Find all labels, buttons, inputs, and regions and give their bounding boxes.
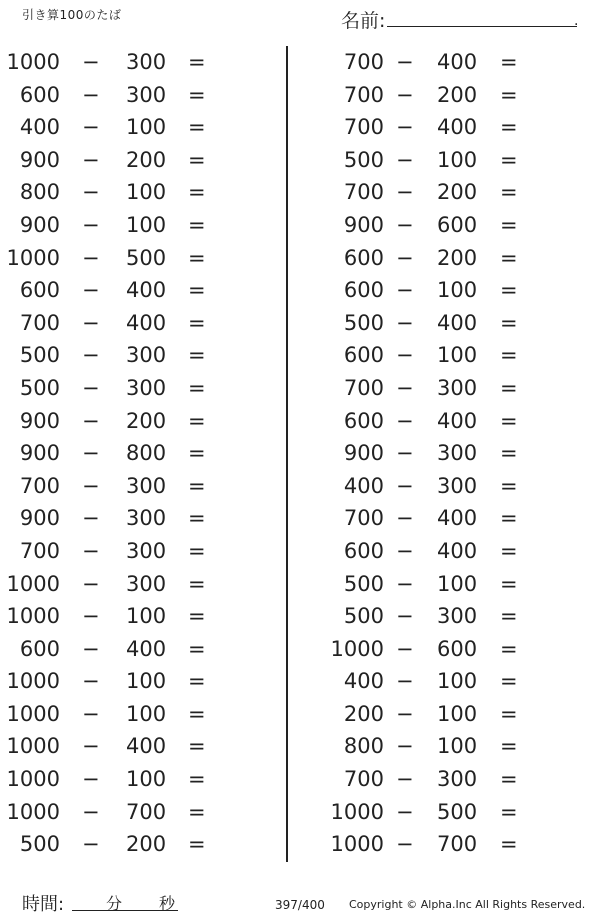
problem-row [0, 176, 270, 209]
equals-sign: = [500, 115, 518, 140]
minus-sign: − [82, 180, 100, 205]
minus-sign: − [82, 473, 100, 498]
problem-row [312, 502, 582, 535]
minus-sign: − [82, 799, 100, 824]
minuend: 900 [19, 441, 60, 466]
subtrahend: 800 [126, 441, 167, 466]
equals-sign: = [188, 212, 206, 237]
minus-sign: − [82, 832, 100, 857]
subtrahend: 400 [126, 636, 167, 661]
subtrahend: 300 [126, 506, 167, 531]
equals-sign: = [500, 799, 518, 824]
subtrahend: 100 [437, 669, 478, 694]
name-field-end-dot: . [574, 13, 579, 29]
worksheet-title: 引き算100のたば [22, 8, 122, 22]
minus-sign: − [82, 636, 100, 661]
subtrahend: 200 [437, 180, 478, 205]
minuend: 500 [343, 604, 384, 629]
minuend: 900 [343, 212, 384, 237]
equals-sign: = [188, 669, 206, 694]
equals-sign: = [188, 538, 206, 563]
minuend: 600 [19, 278, 60, 303]
subtrahend: 300 [126, 343, 167, 368]
minus-sign: − [396, 669, 414, 694]
right-problem-column [312, 46, 582, 861]
subtrahend: 100 [126, 212, 167, 237]
equals-sign: = [500, 669, 518, 694]
problem-row [0, 665, 270, 698]
equals-sign: = [188, 180, 206, 205]
subtrahend: 300 [437, 604, 478, 629]
subtrahend: 400 [126, 278, 167, 303]
problem-row [0, 535, 270, 568]
minus-sign: − [396, 375, 414, 400]
subtrahend: 200 [126, 408, 167, 433]
minus-sign: − [82, 604, 100, 629]
subtrahend: 300 [126, 571, 167, 596]
equals-sign: = [188, 147, 206, 172]
subtrahend: 200 [126, 832, 167, 857]
equals-sign: = [500, 245, 518, 270]
equals-sign: = [500, 538, 518, 563]
minuend: 700 [19, 310, 60, 335]
subtrahend: 100 [437, 571, 478, 596]
minuend: 500 [343, 147, 384, 172]
equals-sign: = [188, 310, 206, 335]
minuend: 1000 [6, 734, 60, 759]
seconds-label: 秒 [159, 894, 176, 913]
equals-sign: = [500, 636, 518, 661]
problem-row [312, 242, 582, 275]
minuend: 1000 [6, 767, 60, 792]
problem-row [0, 144, 270, 177]
subtrahend: 300 [437, 473, 478, 498]
equals-sign: = [188, 767, 206, 792]
subtrahend: 600 [437, 636, 478, 661]
problem-row [0, 307, 270, 340]
equals-sign: = [188, 473, 206, 498]
problem-row [312, 665, 582, 698]
problem-row [0, 730, 270, 763]
minus-sign: − [396, 799, 414, 824]
minuend: 1000 [330, 832, 384, 857]
subtrahend: 100 [437, 343, 478, 368]
equals-sign: = [188, 799, 206, 824]
minuend: 900 [19, 147, 60, 172]
problem-row [312, 307, 582, 340]
equals-sign: = [188, 82, 206, 107]
equals-sign: = [500, 82, 518, 107]
name-field-line[interactable] [387, 26, 577, 27]
problem-row [0, 405, 270, 438]
minuend: 1000 [6, 571, 60, 596]
minuend: 500 [19, 832, 60, 857]
minuend: 1000 [6, 50, 60, 74]
problem-row [0, 600, 270, 633]
problem-row [0, 372, 270, 405]
minuend: 1000 [6, 604, 60, 629]
subtrahend: 500 [126, 245, 167, 270]
equals-sign: = [500, 604, 518, 629]
problem-row [0, 763, 270, 796]
subtrahend: 100 [437, 147, 478, 172]
equals-sign: = [188, 343, 206, 368]
minuend: 1000 [330, 636, 384, 661]
minuend: 700 [343, 506, 384, 531]
subtrahend: 700 [126, 799, 167, 824]
minus-sign: − [82, 310, 100, 335]
equals-sign: = [500, 343, 518, 368]
problem-row [312, 79, 582, 112]
minuend: 900 [343, 441, 384, 466]
minuend: 700 [343, 115, 384, 140]
minus-sign: − [82, 82, 100, 107]
problem-row [312, 633, 582, 666]
minuend: 900 [19, 506, 60, 531]
minus-sign: − [82, 734, 100, 759]
subtrahend: 300 [126, 50, 167, 74]
minus-sign: − [82, 375, 100, 400]
problem-row [312, 405, 582, 438]
minus-sign: − [82, 147, 100, 172]
minuend: 500 [19, 375, 60, 400]
minus-sign: − [396, 343, 414, 368]
equals-sign: = [500, 571, 518, 596]
problem-row [312, 796, 582, 829]
problem-row [0, 828, 270, 861]
subtrahend: 300 [126, 538, 167, 563]
time-label: 時間: [22, 894, 65, 915]
subtrahend: 300 [126, 473, 167, 498]
problem-row [312, 437, 582, 470]
minuend: 600 [343, 343, 384, 368]
subtrahend: 100 [437, 701, 478, 726]
subtrahend: 300 [437, 767, 478, 792]
equals-sign: = [188, 115, 206, 140]
problem-row [312, 698, 582, 731]
subtrahend: 100 [126, 701, 167, 726]
minus-sign: − [82, 212, 100, 237]
minus-sign: − [82, 245, 100, 270]
problem-row [0, 79, 270, 112]
minus-sign: − [396, 180, 414, 205]
minuend: 700 [343, 180, 384, 205]
subtrahend: 400 [437, 506, 478, 531]
minuend: 600 [343, 278, 384, 303]
minus-sign: − [82, 571, 100, 596]
minus-sign: − [396, 310, 414, 335]
problem-row [312, 568, 582, 601]
subtrahend: 200 [126, 147, 167, 172]
equals-sign: = [500, 180, 518, 205]
equals-sign: = [188, 701, 206, 726]
equals-sign: = [188, 245, 206, 270]
minus-sign: − [82, 669, 100, 694]
problem-row [312, 46, 582, 79]
minuend: 900 [19, 408, 60, 433]
minuend: 400 [19, 115, 60, 140]
equals-sign: = [188, 408, 206, 433]
minus-sign: − [82, 538, 100, 563]
equals-sign: = [188, 734, 206, 759]
minus-sign: − [396, 767, 414, 792]
subtrahend: 400 [437, 408, 478, 433]
problem-row [312, 274, 582, 307]
minus-sign: − [396, 734, 414, 759]
problem-row [0, 274, 270, 307]
name-label: 名前: [341, 10, 386, 32]
equals-sign: = [500, 278, 518, 303]
equals-sign: = [188, 506, 206, 531]
subtrahend: 100 [437, 278, 478, 303]
problem-row [0, 242, 270, 275]
minus-sign: − [82, 343, 100, 368]
subtrahend: 700 [437, 832, 478, 857]
problem-row [312, 828, 582, 861]
problem-row [312, 339, 582, 372]
minuend: 600 [343, 245, 384, 270]
minuend: 700 [343, 767, 384, 792]
problem-row [0, 46, 270, 79]
equals-sign: = [188, 278, 206, 303]
minus-sign: − [396, 50, 414, 74]
problem-row [312, 111, 582, 144]
minuend: 500 [343, 310, 384, 335]
minuend: 400 [343, 473, 384, 498]
minuend: 1000 [330, 799, 384, 824]
copyright-notice: Copyright © Alpha.Inc All Rights Reserved. [349, 898, 586, 911]
equals-sign: = [188, 636, 206, 661]
equals-sign: = [500, 408, 518, 433]
equals-sign: = [500, 832, 518, 857]
problem-row [0, 339, 270, 372]
minuend: 800 [19, 180, 60, 205]
subtrahend: 100 [126, 604, 167, 629]
left-problem-column [0, 46, 270, 861]
equals-sign: = [188, 604, 206, 629]
subtrahend: 500 [437, 799, 478, 824]
minus-sign: − [396, 82, 414, 107]
minus-sign: − [82, 408, 100, 433]
problem-row [0, 796, 270, 829]
subtrahend: 300 [126, 82, 167, 107]
subtrahend: 400 [437, 50, 478, 74]
minus-sign: − [82, 278, 100, 303]
problem-row [0, 502, 270, 535]
problem-row [312, 763, 582, 796]
minuend: 900 [19, 212, 60, 237]
equals-sign: = [188, 571, 206, 596]
minus-sign: − [396, 408, 414, 433]
problem-row [312, 600, 582, 633]
subtrahend: 200 [437, 82, 478, 107]
minus-sign: − [82, 767, 100, 792]
minus-sign: − [396, 571, 414, 596]
problem-row [312, 470, 582, 503]
minus-sign: − [82, 441, 100, 466]
minutes-label: 分 [106, 894, 123, 913]
minuend: 500 [343, 571, 384, 596]
minus-sign: − [396, 212, 414, 237]
minuend: 600 [19, 82, 60, 107]
minus-sign: − [396, 473, 414, 498]
subtrahend: 400 [126, 310, 167, 335]
subtrahend: 300 [437, 441, 478, 466]
problem-row [312, 535, 582, 568]
subtrahend: 400 [126, 734, 167, 759]
equals-sign: = [500, 310, 518, 335]
minus-sign: − [396, 701, 414, 726]
equals-sign: = [188, 832, 206, 857]
subtrahend: 300 [126, 375, 167, 400]
page-number: 397/400 [275, 898, 325, 912]
equals-sign: = [500, 441, 518, 466]
equals-sign: = [500, 767, 518, 792]
minuend: 700 [19, 473, 60, 498]
minuend: 600 [19, 636, 60, 661]
minuend: 700 [19, 538, 60, 563]
minus-sign: − [82, 115, 100, 140]
minuend: 700 [343, 375, 384, 400]
equals-sign: = [188, 441, 206, 466]
minus-sign: − [396, 832, 414, 857]
equals-sign: = [500, 147, 518, 172]
minus-sign: − [396, 506, 414, 531]
minus-sign: − [396, 604, 414, 629]
minus-sign: − [396, 636, 414, 661]
subtrahend: 100 [126, 767, 167, 792]
subtrahend: 600 [437, 212, 478, 237]
problem-row [0, 111, 270, 144]
minuend: 500 [19, 343, 60, 368]
minuend: 400 [343, 669, 384, 694]
subtrahend: 400 [437, 115, 478, 140]
minuend: 1000 [6, 701, 60, 726]
equals-sign: = [500, 375, 518, 400]
equals-sign: = [500, 506, 518, 531]
problem-row [0, 568, 270, 601]
minus-sign: − [396, 441, 414, 466]
minuend: 1000 [6, 669, 60, 694]
problem-row [0, 209, 270, 242]
subtrahend: 200 [437, 245, 478, 270]
subtrahend: 300 [437, 375, 478, 400]
problem-row [312, 209, 582, 242]
problem-row [0, 470, 270, 503]
column-divider [286, 46, 288, 862]
minus-sign: − [396, 278, 414, 303]
problem-row [312, 176, 582, 209]
problem-row [0, 633, 270, 666]
minuend: 700 [343, 82, 384, 107]
problem-row [312, 144, 582, 177]
minus-sign: − [396, 115, 414, 140]
subtrahend: 100 [126, 669, 167, 694]
problem-row [312, 372, 582, 405]
subtrahend: 100 [126, 115, 167, 140]
minuend: 700 [343, 50, 384, 74]
problem-row [312, 730, 582, 763]
equals-sign: = [500, 212, 518, 237]
minus-sign: − [396, 245, 414, 270]
equals-sign: = [188, 375, 206, 400]
problem-row [0, 698, 270, 731]
subtrahend: 400 [437, 538, 478, 563]
problem-row [0, 437, 270, 470]
subtrahend: 100 [126, 180, 167, 205]
equals-sign: = [188, 50, 206, 74]
minus-sign: − [82, 701, 100, 726]
minuend: 1000 [6, 245, 60, 270]
subtrahend: 400 [437, 310, 478, 335]
minus-sign: − [82, 506, 100, 531]
minus-sign: − [396, 147, 414, 172]
minus-sign: − [396, 538, 414, 563]
minuend: 600 [343, 408, 384, 433]
minuend: 200 [343, 701, 384, 726]
minuend: 600 [343, 538, 384, 563]
equals-sign: = [500, 473, 518, 498]
subtrahend: 100 [437, 734, 478, 759]
equals-sign: = [500, 734, 518, 759]
minuend: 800 [343, 734, 384, 759]
equals-sign: = [500, 701, 518, 726]
minus-sign: − [82, 50, 100, 74]
minuend: 1000 [6, 799, 60, 824]
equals-sign: = [500, 50, 518, 74]
